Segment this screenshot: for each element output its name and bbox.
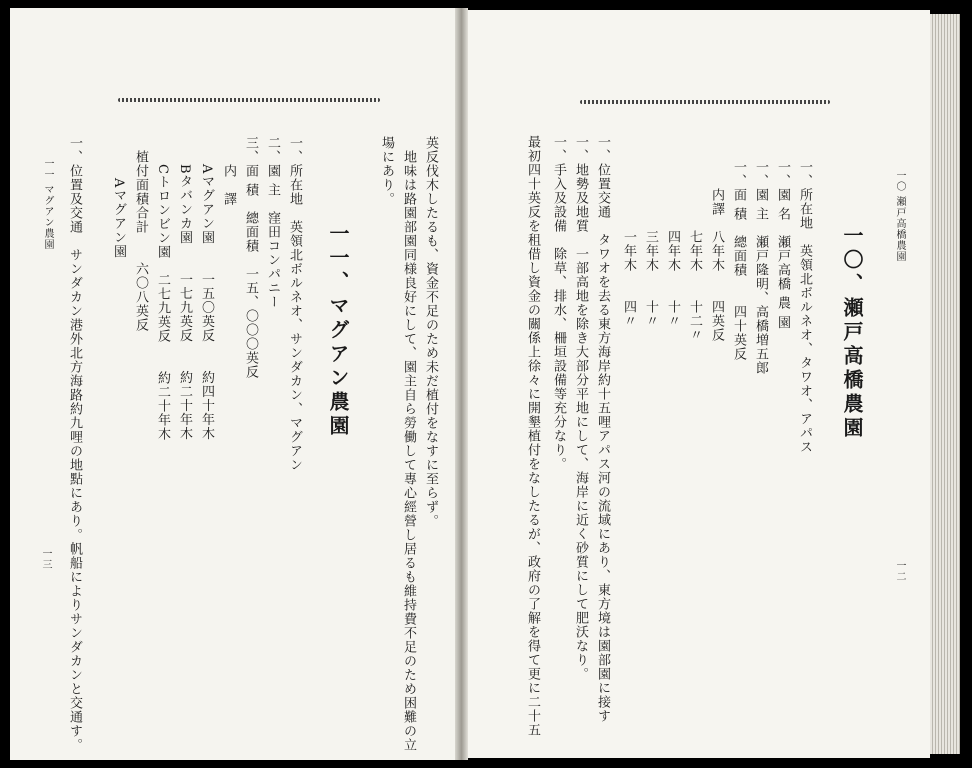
- body-line: 一、地勢及地質 一部高地を除き大部分平地にして、海岸に近く砂質にして肥沃なり。: [573, 135, 588, 681]
- ornamental-rule: [118, 98, 380, 102]
- body-line: 一、所在地 英領北ボルネオ、タワオ、アパス: [797, 160, 812, 454]
- body-line: 七年木 十二〃: [687, 160, 702, 342]
- body-line: 一、所在地 英領北ボルネオ、サンダカン、マグアン: [287, 136, 302, 472]
- body-line: 一、手入及設備 除草、排水、柵垣設備等充分なり。: [551, 135, 566, 471]
- body-line: 英反伐木したるも、資金不足のため未だ植付をなすに至らず。: [423, 136, 438, 528]
- page-number: 一二: [894, 560, 905, 582]
- body-line: 場にあり。: [379, 136, 394, 206]
- body-line: 一年木 四〃: [621, 160, 636, 328]
- ornamental-rule: [580, 100, 830, 104]
- book-gutter: [455, 8, 468, 760]
- body-line: 二、園 主 窪田コンパニー: [265, 136, 280, 310]
- body-line: 内 譯: [221, 136, 236, 206]
- body-line: 一、園 名 瀬戸高橋 農 園: [775, 160, 790, 330]
- body-line: Aマグアン園: [111, 136, 126, 259]
- body-line: 三年木 十〃: [643, 160, 658, 328]
- body-line: Cトロンビン園 二七九英反 約二十年木: [155, 136, 170, 441]
- running-head: 一〇 瀬戸高橋農園: [894, 170, 905, 263]
- body-line: 四年木 十〃: [665, 160, 680, 328]
- body-line: 植付面積合計 六〇八英反: [133, 136, 148, 332]
- body-line: 一、位置及交通 サンダカン港外北方海路約九哩の地點にあり。帆船によりサンダカンと交通す。: [67, 136, 82, 752]
- body-line: 一、園 主 瀬戸隆明、高橋増五郎: [753, 160, 768, 376]
- body-line: Aマグアン園 一五〇英反 約四十年木: [199, 136, 214, 441]
- body-line: 内譯 八年木 四英反: [709, 160, 724, 342]
- section-heading: 一一、マグアン農園: [326, 223, 350, 439]
- body-line: 最初四十英反を租借し資金の關係上徐々に開墾植付をなしたるが、政府の了解を得て更に二十五: [525, 135, 540, 737]
- page-edges: [930, 14, 960, 754]
- left-page: [10, 8, 464, 760]
- right-page: [468, 10, 930, 758]
- body-line: 地味は路園部園同様良好にして、園主自ら勞働して專心經營し居るも維持費不足のため困難の立: [401, 136, 416, 752]
- body-line: 一、位置交通 タワオを去る東方海岸約十五哩アパス河の流域にあり、東方境は園部園に接す: [595, 135, 610, 723]
- body-line: 三、面 積 總面積 一五、〇〇〇英反: [243, 136, 258, 380]
- section-heading: 一〇、瀬戸高橋農園: [840, 225, 864, 441]
- running-head: 一一 マグアン農園: [42, 158, 53, 251]
- body-line: 一、面 積 總面積 四十英反: [731, 160, 746, 362]
- body-line: Bタバンカ園 一七九英反 約二十年木: [177, 136, 192, 441]
- page-number: 一三: [40, 548, 51, 570]
